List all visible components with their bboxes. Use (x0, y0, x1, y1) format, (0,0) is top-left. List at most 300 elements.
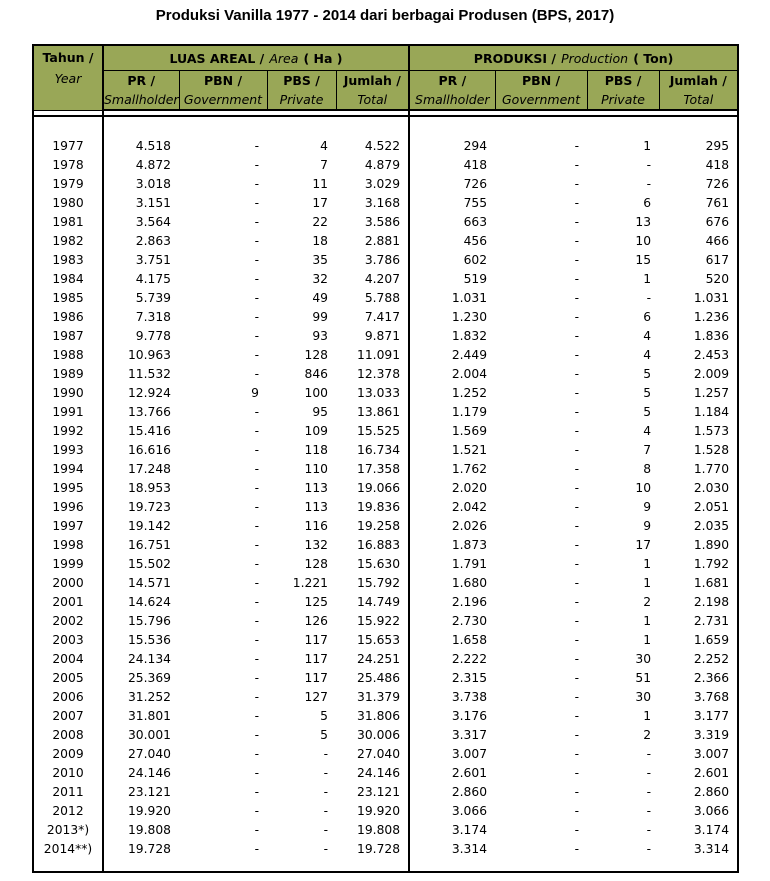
produksi-pbs-cell: 51 (635, 671, 652, 685)
produksi-pr-cell: 3.314 (451, 842, 488, 856)
produksi-pr-cell: 1.658 (451, 633, 488, 647)
column-header-area-pr (103, 71, 179, 111)
column-header-area-pbn (179, 71, 267, 111)
produksi-pr-cell: 3.176 (451, 709, 488, 723)
produksi-pbs-cell: - (646, 804, 652, 818)
area-pbn-cell: - (254, 728, 259, 742)
produksi-pbn-cell: - (574, 405, 580, 419)
produksi-pbn-cell: - (574, 272, 580, 286)
area-pr-cell: 14.624 (127, 595, 171, 609)
table-row-2006 (33, 688, 738, 707)
area-pbs-cell: 128 (304, 348, 328, 362)
area-pbn-cell: - (254, 215, 259, 229)
area-pbs-cell: 110 (304, 462, 328, 476)
produksi-pr-cell: 2.004 (451, 367, 488, 381)
area-pbn-cell: - (254, 766, 259, 780)
table-row-1980 (33, 194, 738, 213)
area-pbn-cell: - (254, 481, 259, 495)
produksi-pr-cell: 418 (463, 158, 488, 172)
area-pr-cell: 5.739 (135, 291, 171, 305)
table-row-1999 (33, 555, 738, 574)
produksi-jumlah-cell: 1.573 (693, 424, 730, 438)
area-jumlah-cell: 17.358 (336, 460, 409, 479)
year-cell: 1996 (33, 498, 103, 517)
produksi-pr-cell: 1.521 (451, 443, 488, 457)
area-pbn-cell: - (254, 804, 259, 818)
table-row-1997 (33, 517, 738, 536)
year-cell: 1997 (33, 517, 103, 536)
area-jumlah-cell: 4.207 (336, 270, 409, 289)
year-cell: 1977 (33, 137, 103, 156)
column-header-area-jumlah (336, 71, 409, 111)
area-pbn-cell: - (254, 652, 259, 666)
year-cell: 1980 (33, 194, 103, 213)
area-pr-cell: 13.766 (127, 405, 171, 419)
produksi-pbs-cell: 13 (635, 215, 652, 229)
area-pbs-cell: 5 (320, 709, 328, 723)
produksi-jumlah-cell: 2.731 (693, 614, 730, 628)
produksi-pbs-cell: 6 (643, 310, 652, 324)
area-jumlah-cell: 19.808 (336, 821, 409, 840)
padding-cell (409, 859, 738, 872)
table-row-2014 (33, 840, 738, 859)
produksi-pbn-cell: - (574, 462, 580, 476)
year-cell: 2004 (33, 650, 103, 669)
produksi-pbn-cell: - (574, 538, 580, 552)
produksi-pbs-cell: 10 (635, 481, 652, 495)
produksi-pbn-cell: - (574, 690, 580, 704)
produksi-jumlah-cell: 2.009 (693, 367, 730, 381)
produksi-pbn-cell: - (574, 310, 580, 324)
area-jumlah-cell: 31.806 (336, 707, 409, 726)
area-pbn-cell: - (254, 405, 259, 419)
area-pbs-cell: 127 (304, 690, 328, 704)
area-jumlah-cell: 15.525 (336, 422, 409, 441)
produksi-jumlah-cell: 2.366 (693, 671, 730, 685)
produksi-pbs-cell: - (646, 785, 652, 799)
produksi-jumlah-cell: 418 (705, 158, 730, 172)
area-pbn-cell: - (254, 329, 259, 343)
produksi-jumlah-cell: 3.066 (693, 804, 730, 818)
produksi-jumlah-cell: 3.174 (693, 823, 730, 837)
area-pbs-cell: 126 (304, 614, 328, 628)
year-cell: 2000 (33, 574, 103, 593)
area-jumlah-cell: 3.029 (336, 175, 409, 194)
area-jumlah-cell: 5.788 (336, 289, 409, 308)
produksi-pbs-cell: 1 (643, 576, 652, 590)
year-cell: 1984 (33, 270, 103, 289)
padding-cell (33, 859, 103, 872)
area-pbs-label: PBS / (283, 73, 320, 88)
column-header-produksi-pr (409, 71, 495, 111)
produksi-jumlah-cell: 676 (705, 215, 730, 229)
produksi-pbs-cell: 1 (643, 272, 652, 286)
area-pbn-cell: - (254, 690, 259, 704)
year-cell: 2008 (33, 726, 103, 745)
area-pr-cell: 4.872 (135, 158, 171, 172)
area-pbn-cell: - (254, 785, 259, 799)
produksi-pr-cell: 2.860 (451, 785, 488, 799)
produksi-jumlah-cell: 520 (705, 272, 730, 286)
produksi-pbn-cell: - (574, 443, 580, 457)
produksi-pbs-cell: - (646, 291, 652, 305)
area-pbn-cell: - (254, 576, 259, 590)
produksi-jumlah-cell: 2.601 (693, 766, 730, 780)
area-pbs-cell: 95 (312, 405, 328, 419)
area-pr-cell: 25.369 (127, 671, 171, 685)
produksi-pr-cell: 1.762 (451, 462, 488, 476)
area-pr-cell: 19.808 (127, 823, 171, 837)
produksi-jumlah-cell: 1.890 (693, 538, 730, 552)
body-bottom-padding-row (33, 859, 738, 872)
area-pbn-cell: 9 (251, 386, 259, 400)
produksi-pbn-cell: - (574, 614, 580, 628)
produksi-pbn-cell: - (574, 804, 580, 818)
area-pbn-cell: - (254, 500, 259, 514)
year-header-line2: Year (54, 71, 82, 86)
area-pbn-cell: - (254, 633, 259, 647)
produksi-pbn-cell: - (574, 291, 580, 305)
area-pbs-cell: 117 (304, 652, 328, 666)
produksi-pbn-cell: - (574, 329, 580, 343)
produksi-pbs-cell: 1 (643, 614, 652, 628)
produksi-pbn-cell: - (574, 158, 580, 172)
produksi-pr-cell: 2.042 (451, 500, 488, 514)
produksi-pbn-cell: - (574, 519, 580, 533)
area-jumlah-cell: 15.922 (336, 612, 409, 631)
area-jumlah-cell: 30.006 (336, 726, 409, 745)
year-cell: 1988 (33, 346, 103, 365)
table-row-1989 (33, 365, 738, 384)
produksi-pbn-cell: - (574, 481, 580, 495)
produksi-pbn-cell: - (574, 348, 580, 362)
produksi-pr-cell: 456 (463, 234, 488, 248)
column-group-produksi (409, 45, 738, 71)
table-row-1985 (33, 289, 738, 308)
produksi-pr-cell: 1.832 (451, 329, 488, 343)
column-header-produksi-jumlah (659, 71, 738, 111)
produksi-jumlah-cell: 2.453 (693, 348, 730, 362)
area-pbs-cell: 4 (320, 139, 328, 153)
area-jumlah-cell: 13.861 (336, 403, 409, 422)
produksi-jumlah-cell: 3.314 (693, 842, 730, 856)
produksi-pbs-label: PBS / (604, 73, 642, 88)
table-row-2003 (33, 631, 738, 650)
area-pbn-cell: - (254, 310, 259, 324)
area-jumlah-cell: 25.486 (336, 669, 409, 688)
area-pr-cell: 12.924 (127, 386, 171, 400)
area-pr-cell: 24.134 (127, 652, 171, 666)
year-cell: 2013*) (33, 821, 103, 840)
year-cell: 2003 (33, 631, 103, 650)
area-pbs-cell: 846 (304, 367, 328, 381)
table-row-2000 (33, 574, 738, 593)
area-jumlah-cell: 24.251 (336, 650, 409, 669)
area-pbs-cell: - (323, 766, 328, 780)
produksi-jumlah-cell: 761 (705, 196, 730, 210)
area-pbn-cell: - (254, 443, 259, 457)
area-jumlah-cell: 14.749 (336, 593, 409, 612)
area-pr-cell: 27.040 (127, 747, 171, 761)
year-cell: 1999 (33, 555, 103, 574)
produksi-pbs-cell: 2 (643, 728, 652, 742)
area-pbs-cell: 117 (304, 633, 328, 647)
produksi-pr-cell: 2.222 (451, 652, 488, 666)
table-row-2002 (33, 612, 738, 631)
area-pr-cell: 23.121 (127, 785, 171, 799)
area-pbn-cell: - (254, 253, 259, 267)
table-row-1994 (33, 460, 738, 479)
area-pbn-cell: - (254, 595, 259, 609)
produksi-pr-cell: 2.730 (451, 614, 488, 628)
area-pr-cell: 15.416 (127, 424, 171, 438)
area-pbs-cell: 11 (312, 177, 328, 191)
year-cell: 1978 (33, 156, 103, 175)
produksi-pbn-cell: - (574, 557, 580, 571)
column-header-produksi-pbn (495, 71, 587, 111)
table-row-1978 (33, 156, 738, 175)
area-pbs-cell: 128 (304, 557, 328, 571)
produksi-jumlah-label-en: Total (683, 92, 714, 107)
produksi-jumlah-cell: 2.252 (693, 652, 730, 666)
year-cell: 1993 (33, 441, 103, 460)
produksi-pbs-cell: 1 (643, 139, 652, 153)
table-row-1995 (33, 479, 738, 498)
table-gap-section (33, 110, 738, 137)
area-pbs-cell: 132 (304, 538, 328, 552)
area-jumlah-cell: 13.033 (336, 384, 409, 403)
produksi-jumlah-cell: 2.030 (693, 481, 730, 495)
area-jumlah-cell: 19.066 (336, 479, 409, 498)
produksi-pr-cell: 2.449 (451, 348, 488, 362)
table-row-2007 (33, 707, 738, 726)
area-pr-cell: 10.963 (127, 348, 171, 362)
year-cell: 1986 (33, 308, 103, 327)
area-pr-cell: 15.796 (127, 614, 171, 628)
area-jumlah-cell: 9.871 (336, 327, 409, 346)
produksi-pbn-cell: - (574, 842, 580, 856)
table-header (33, 45, 738, 110)
table-row-1983 (33, 251, 738, 270)
table-row-1993 (33, 441, 738, 460)
year-cell: 1990 (33, 384, 103, 403)
produksi-pbs-cell: 9 (643, 519, 652, 533)
table-row-1982 (33, 232, 738, 251)
area-pr-cell: 31.252 (127, 690, 171, 704)
area-pr-cell: 11.532 (127, 367, 171, 381)
produksi-group-label-en: Production (561, 51, 629, 66)
area-jumlah-cell: 24.146 (336, 764, 409, 783)
produksi-pr-cell: 1.873 (451, 538, 488, 552)
produksi-pbn-cell: - (574, 709, 580, 723)
year-cell: 2005 (33, 669, 103, 688)
year-cell: 1985 (33, 289, 103, 308)
area-pr-cell: 7.318 (135, 310, 171, 324)
table-row-1984 (33, 270, 738, 289)
area-pbs-cell: 17 (312, 196, 328, 210)
area-jumlah-cell: 3.786 (336, 251, 409, 270)
produksi-pbs-cell: 4 (643, 329, 652, 343)
area-pbn-cell: - (254, 671, 259, 685)
body-top-padding-row (33, 116, 738, 137)
area-pr-cell: 3.751 (135, 253, 171, 267)
produksi-pr-cell: 2.026 (451, 519, 488, 533)
table-row-1979 (33, 175, 738, 194)
area-jumlah-cell: 27.040 (336, 745, 409, 764)
produksi-jumlah-cell: 3.319 (693, 728, 730, 742)
area-pbs-cell: - (323, 804, 328, 818)
area-pbs-cell: 118 (304, 443, 328, 457)
area-pbn-cell: - (254, 291, 259, 305)
area-jumlah-cell: 3.586 (336, 213, 409, 232)
area-pbn-cell: - (254, 348, 259, 362)
produksi-pbs-cell: 1 (643, 557, 652, 571)
year-cell: 2012 (33, 802, 103, 821)
padding-cell (409, 116, 738, 137)
area-pbn-cell: - (254, 158, 259, 172)
table-row-1998 (33, 536, 738, 555)
produksi-pr-cell: 1.179 (451, 405, 488, 419)
area-pbn-cell: - (254, 177, 259, 191)
produksi-pbs-cell: 15 (635, 253, 652, 267)
area-jumlah-cell: 15.630 (336, 555, 409, 574)
produksi-pbn-cell: - (574, 215, 580, 229)
produksi-pbs-cell: - (646, 158, 652, 172)
produksi-pr-cell: 3.007 (451, 747, 488, 761)
produksi-pbs-cell: 10 (635, 234, 652, 248)
area-pbn-cell: - (254, 557, 259, 571)
year-cell: 2010 (33, 764, 103, 783)
area-pr-cell: 19.920 (127, 804, 171, 818)
produksi-pr-cell: 755 (463, 196, 488, 210)
padding-cell (33, 116, 103, 137)
column-header-area-pbs (267, 71, 336, 111)
area-jumlah-label-en: Total (357, 92, 388, 107)
header-subcolumn-row (33, 71, 738, 111)
produksi-pbs-cell: 8 (643, 462, 652, 476)
produksi-pr-cell: 1.031 (451, 291, 488, 305)
produksi-pbn-cell: - (574, 652, 580, 666)
table-row-2010 (33, 764, 738, 783)
area-pr-cell: 17.248 (127, 462, 171, 476)
area-jumlah-cell: 19.920 (336, 802, 409, 821)
produksi-pbs-cell: 30 (635, 690, 652, 704)
table-row-2004 (33, 650, 738, 669)
table-row-2012 (33, 802, 738, 821)
produksi-jumlah-cell: 1.836 (693, 329, 730, 343)
area-jumlah-cell: 23.121 (336, 783, 409, 802)
produksi-pbs-cell: 6 (643, 196, 652, 210)
year-cell: 2007 (33, 707, 103, 726)
area-jumlah-cell: 7.417 (336, 308, 409, 327)
area-pr-cell: 19.723 (127, 500, 171, 514)
area-jumlah-cell: 16.734 (336, 441, 409, 460)
produksi-pbs-cell: 5 (643, 386, 652, 400)
produksi-pbn-cell: - (574, 367, 580, 381)
page-title: Produksi Vanilla 1977 - 2014 dari berbagai Produsen (BPS, 2017) (155, 7, 615, 24)
area-pbn-cell: - (254, 139, 259, 153)
produksi-pbn-cell: - (574, 234, 580, 248)
area-pbn-label: PBN / (203, 73, 243, 88)
area-pbs-cell: 116 (304, 519, 328, 533)
area-pbs-cell: 100 (304, 386, 328, 400)
table-row-1986 (33, 308, 738, 327)
produksi-jumlah-cell: 617 (705, 253, 730, 267)
year-cell: 1994 (33, 460, 103, 479)
area-pr-cell: 3.151 (135, 196, 171, 210)
produksi-pbn-cell: - (574, 253, 580, 267)
produksi-pr-cell: 294 (463, 139, 488, 153)
area-pbn-label-en: Government (183, 92, 263, 107)
area-pbs-cell: 35 (312, 253, 328, 267)
produksi-pbn-cell: - (574, 728, 580, 742)
area-pr-cell: 15.536 (127, 633, 171, 647)
year-cell: 1998 (33, 536, 103, 555)
area-group-label-en: Area (269, 51, 299, 66)
area-jumlah-cell: 31.379 (336, 688, 409, 707)
area-pbs-cell: - (323, 785, 328, 799)
table-data-body (33, 137, 738, 859)
produksi-pr-label: PR / (438, 73, 467, 88)
produksi-jumlah-cell: 295 (705, 139, 730, 153)
produksi-pbs-cell: - (646, 842, 652, 856)
produksi-pbs-cell: 1 (643, 633, 652, 647)
produksi-jumlah-cell: 2.198 (693, 595, 730, 609)
area-pbs-cell: 18 (312, 234, 328, 248)
area-pbn-cell: - (254, 842, 259, 856)
area-jumlah-cell: 15.792 (336, 574, 409, 593)
year-cell: 2006 (33, 688, 103, 707)
area-pbn-cell: - (254, 614, 259, 628)
produksi-pbn-cell: - (574, 386, 580, 400)
area-pbn-cell: - (254, 234, 259, 248)
year-cell: 1981 (33, 213, 103, 232)
area-pbn-cell: - (254, 709, 259, 723)
area-pbn-cell: - (254, 367, 259, 381)
area-jumlah-cell: 4.522 (336, 137, 409, 156)
area-group-unit: ( Ha ) (303, 51, 343, 66)
area-pr-cell: 2.863 (135, 234, 171, 248)
table-row-1996 (33, 498, 738, 517)
area-pbn-cell: - (254, 462, 259, 476)
area-jumlah-cell: 3.168 (336, 194, 409, 213)
produksi-pbs-cell: 5 (643, 367, 652, 381)
year-cell: 1979 (33, 175, 103, 194)
area-pr-cell: 16.751 (127, 538, 171, 552)
area-jumlah-cell: 19.258 (336, 517, 409, 536)
produksi-pbn-cell: - (574, 196, 580, 210)
table-row-1992 (33, 422, 738, 441)
produksi-jumlah-cell: 1.184 (693, 405, 730, 419)
area-pr-cell: 15.502 (127, 557, 171, 571)
area-pr-cell: 31.801 (127, 709, 171, 723)
area-pr-cell: 19.142 (127, 519, 171, 533)
area-pr-cell: 30.001 (127, 728, 171, 742)
produksi-pbn-cell: - (574, 424, 580, 438)
area-pr-cell: 3.018 (135, 177, 171, 191)
produksi-jumlah-label: Jumlah / (669, 73, 727, 88)
table-row-1988 (33, 346, 738, 365)
area-jumlah-cell: 15.653 (336, 631, 409, 650)
area-pbn-cell: - (254, 424, 259, 438)
area-pbs-cell: 7 (320, 158, 328, 172)
area-pr-cell: 19.728 (127, 842, 171, 856)
area-pr-label: PR / (127, 73, 156, 88)
area-pbs-cell: 99 (312, 310, 328, 324)
padding-cell (103, 116, 409, 137)
year-cell: 1989 (33, 365, 103, 384)
table-row-1987 (33, 327, 738, 346)
